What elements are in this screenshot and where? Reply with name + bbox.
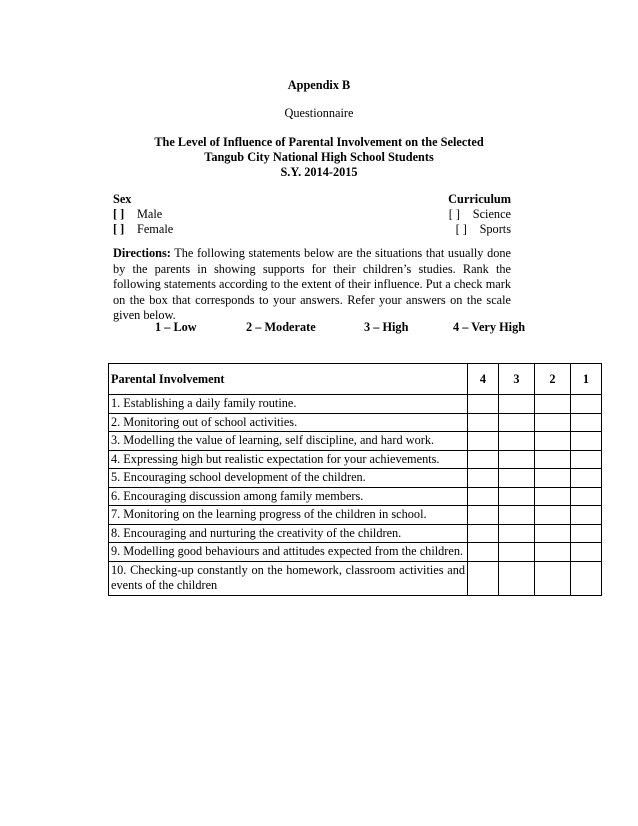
table-row <box>109 487 602 506</box>
rating-cell-4[interactable] <box>468 487 499 506</box>
table-row <box>109 395 602 414</box>
column-header-1: 1 <box>571 364 602 395</box>
statement-cell: 3. Modelling the value of learning, self discipline, and hard work. <box>109 432 468 451</box>
rating-scale <box>0 320 638 336</box>
table-row <box>109 450 602 469</box>
rating-cell-1[interactable] <box>571 561 602 595</box>
rating-cell-4[interactable] <box>468 524 499 543</box>
rating-cell-1[interactable] <box>571 432 602 451</box>
rating-cell-4[interactable] <box>468 413 499 432</box>
rating-cell-2[interactable] <box>535 395 571 414</box>
rating-cell-3[interactable] <box>499 450 535 469</box>
rating-cell-1[interactable] <box>571 395 602 414</box>
rating-cell-4[interactable] <box>468 395 499 414</box>
rating-cell-2[interactable] <box>535 450 571 469</box>
statement-cell: 4. Expressing high but realistic expectation for your achievements. <box>109 450 468 469</box>
rating-cell-1[interactable] <box>571 506 602 525</box>
rating-cell-1[interactable] <box>571 524 602 543</box>
scale-item-high: 3 – High <box>364 320 409 334</box>
sports-label: Sports <box>479 222 511 236</box>
curriculum-option-science[interactable] <box>449 207 511 222</box>
science-checkbox[interactable]: [ ] <box>448 207 461 221</box>
column-header-4: 4 <box>468 364 499 395</box>
curriculum-option-sports[interactable] <box>456 222 511 237</box>
rating-cell-2[interactable] <box>535 432 571 451</box>
rating-cell-4[interactable] <box>468 543 499 562</box>
table-row <box>109 561 602 595</box>
column-header-2: 2 <box>535 364 571 395</box>
rating-cell-4[interactable] <box>468 561 499 595</box>
parental-involvement-table <box>108 363 602 596</box>
directions-paragraph <box>113 246 511 324</box>
table-row <box>109 413 602 432</box>
title-line-1: The Level of Influence of Parental Involvement on the Selected <box>154 135 484 149</box>
science-label: Science <box>472 207 511 221</box>
male-label: Male <box>137 207 163 221</box>
rating-cell-4[interactable] <box>468 432 499 451</box>
rating-cell-3[interactable] <box>499 395 535 414</box>
rating-cell-3[interactable] <box>499 469 535 488</box>
title-line-2: Tangub City National High School Students <box>204 150 434 164</box>
appendix-label: Appendix B <box>287 78 351 92</box>
table-row <box>109 524 602 543</box>
rating-cell-2[interactable] <box>535 469 571 488</box>
questionnaire-label: Questionnaire <box>284 106 354 120</box>
document-title <box>0 135 638 180</box>
rating-cell-3[interactable] <box>499 487 535 506</box>
rating-cell-1[interactable] <box>571 487 602 506</box>
rating-cell-4[interactable] <box>468 506 499 525</box>
rating-cell-4[interactable] <box>468 469 499 488</box>
rating-cell-1[interactable] <box>571 543 602 562</box>
rating-cell-2[interactable] <box>535 561 571 595</box>
sex-heading: Sex <box>113 192 132 206</box>
scale-item-moderate: 2 – Moderate <box>246 320 316 334</box>
rating-cell-2[interactable] <box>535 413 571 432</box>
column-header-parental-involvement: Parental Involvement <box>109 364 468 395</box>
table-row <box>109 543 602 562</box>
rating-cell-1[interactable] <box>571 450 602 469</box>
rating-cell-3[interactable] <box>499 432 535 451</box>
statement-cell: 1. Establishing a daily family routine. <box>109 395 468 414</box>
curriculum-heading: Curriculum <box>448 192 511 206</box>
sex-option-male[interactable] <box>113 207 162 222</box>
title-line-3: S.Y. 2014-2015 <box>280 165 358 179</box>
scale-item-very-high: 4 – Very High <box>453 320 526 334</box>
table-row <box>109 432 602 451</box>
statement-cell: 10. Checking-up constantly on the homework, classroom activities and events of the children <box>109 561 468 595</box>
rating-cell-4[interactable] <box>468 450 499 469</box>
directions-label: Directions: <box>113 246 171 260</box>
rating-cell-3[interactable] <box>499 543 535 562</box>
rating-cell-1[interactable] <box>571 469 602 488</box>
scale-item-low: 1 – Low <box>155 320 197 334</box>
sex-option-female[interactable] <box>113 222 173 237</box>
rating-cell-3[interactable] <box>499 524 535 543</box>
directions-text: The following statements below are the situations that usually done by the parents in showing supports for their children’s studies. Rank the following statements according to the extent of their influence. Put a check mark on the box that corresponds to your answers. Refer your answers on the scale given below. <box>113 246 512 322</box>
rating-cell-3[interactable] <box>499 561 535 595</box>
rating-cell-3[interactable] <box>499 506 535 525</box>
statement-cell: 7. Monitoring on the learning progress of the children in school. <box>109 506 468 525</box>
column-header-3: 3 <box>499 364 535 395</box>
female-label: Female <box>137 222 174 236</box>
statement-cell: 5. Encouraging school development of the children. <box>109 469 468 488</box>
statement-cell: 6. Encouraging discussion among family members. <box>109 487 468 506</box>
rating-cell-2[interactable] <box>535 506 571 525</box>
rating-cell-2[interactable] <box>535 543 571 562</box>
table-row <box>109 506 602 525</box>
rating-cell-2[interactable] <box>535 524 571 543</box>
male-checkbox[interactable]: [ ] <box>113 207 125 221</box>
rating-cell-2[interactable] <box>535 487 571 506</box>
sports-checkbox[interactable]: [ ] <box>455 222 467 236</box>
rating-cell-1[interactable] <box>571 413 602 432</box>
table-header-row <box>109 364 602 395</box>
statement-cell: 2. Monitoring out of school activities. <box>109 413 468 432</box>
female-checkbox[interactable]: [ ] <box>113 222 125 236</box>
rating-cell-3[interactable] <box>499 413 535 432</box>
table-row <box>109 469 602 488</box>
statement-cell: 9. Modelling good behaviours and attitudes expected from the children. <box>109 543 468 562</box>
statement-cell: 8. Encouraging and nurturing the creativity of the children. <box>109 524 468 543</box>
